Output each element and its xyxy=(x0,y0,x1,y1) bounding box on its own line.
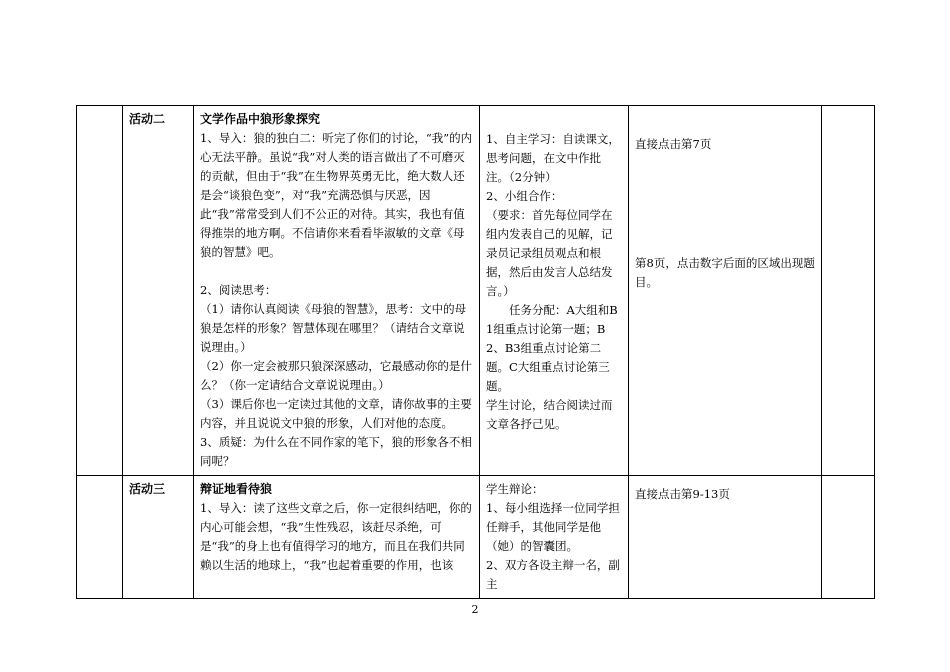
activity-label: 活动二 xyxy=(129,112,166,126)
activity-content-cell xyxy=(194,476,480,599)
lesson-plan-table xyxy=(76,105,875,599)
activity-label-cell xyxy=(123,106,194,476)
student-paragraph: 1、自主学习：自读课文，思考问题，在文中作批注。（2分钟） xyxy=(486,132,620,184)
student-activity-cell xyxy=(480,476,629,599)
activity-label: 活动三 xyxy=(129,482,166,496)
media-cell xyxy=(629,106,822,476)
content-paragraph: 1、导入：狼的独白二：听完了你们的讨论，“我”的内心无法平静。虽说“我”对人类的语言做出了不可磨灭的贡献，但由于“我”在生物界英勇无比，绝大数人还是会“谈狼色变”，对“我”充满恐惧与厌恶，因此“我”常常受到人们不公正的对待。其实，我也有值得推崇的地方啊。不信请你来看看毕淑敏的文章《母狼的智慧》吧。 xyxy=(200,131,473,259)
content-paragraph: 1、导入：读了这些文章之后，你一定很纠结吧，你的内心可能会想，“我”生性残忍，该赶尽杀绝，可是“我”的身上也有值得学习的地方，而且在我们共同赖以生活的地球上，“我”也起着重要的作用，也该 xyxy=(200,501,472,572)
media-note: 直接点击第7页 xyxy=(635,137,712,151)
content-paragraph: 3、质疑：为什么在不同作家的笔下，狼的形象各不相同呢？ xyxy=(200,435,472,468)
media-note: 直接点击第9-13页 xyxy=(635,487,730,501)
row-margin-cell xyxy=(77,106,123,476)
media-note: 第8页，点击数字后面的区域出现题目。 xyxy=(635,256,815,289)
content-paragraph xyxy=(200,262,473,281)
student-paragraph: 1、每小组选择一位同学担任辩手，其他同学是他（她）的智囊团。 xyxy=(486,501,620,553)
student-paragraph: 2、小组合作： xyxy=(486,189,563,203)
table-row-activity-2 xyxy=(77,106,875,476)
activity-label-cell xyxy=(123,476,194,599)
content-paragraph: 2、阅读思考： xyxy=(200,283,277,297)
activity-title: 文学作品中狼形象探究 xyxy=(200,112,321,126)
content-paragraph: （1）请你认真阅读《母狼的智慧》，思考：文中的母狼是怎样的形象？智慧体现在哪里？（请结合文章说说理由。） xyxy=(200,302,467,354)
student-activity-cell xyxy=(480,106,629,476)
activity-content-cell xyxy=(194,106,480,476)
media-cell xyxy=(629,476,822,599)
row-end-cell xyxy=(822,476,875,599)
table-row-activity-3 xyxy=(77,476,875,599)
row-end-cell xyxy=(822,106,875,476)
activity-title: 辩证地看待狼 xyxy=(200,482,273,496)
row-margin-cell xyxy=(77,476,123,599)
content-paragraph: （2）你一定会被那只狼深深感动，它最感动你的是什么？（你一定请结合文章说说理由。） xyxy=(200,359,472,392)
student-paragraph: 学生辩论： xyxy=(486,482,544,496)
page-number: 2 xyxy=(471,603,479,616)
content-paragraph: （3）课后你也一定读过其他的文章，请你故事的主要内容，并且说说文中狼的形象，人们对他的态度。 xyxy=(200,397,472,430)
student-paragraph: 2、双方各设主辩一名，副主 xyxy=(486,558,620,591)
student-paragraph: 学生讨论，结合阅读过而文章各抒己见。 xyxy=(486,398,613,431)
student-paragraph: （要求：首先每位同学在组内发表自己的见解，记录员记录组员观点和根据，然后由发言人总结发言。） xyxy=(486,208,613,298)
student-paragraph: 任务分配：A大组和B1组重点讨论第一题；B2、B3组重点讨论第二题。C大组重点讨论第三题。 xyxy=(486,303,618,393)
